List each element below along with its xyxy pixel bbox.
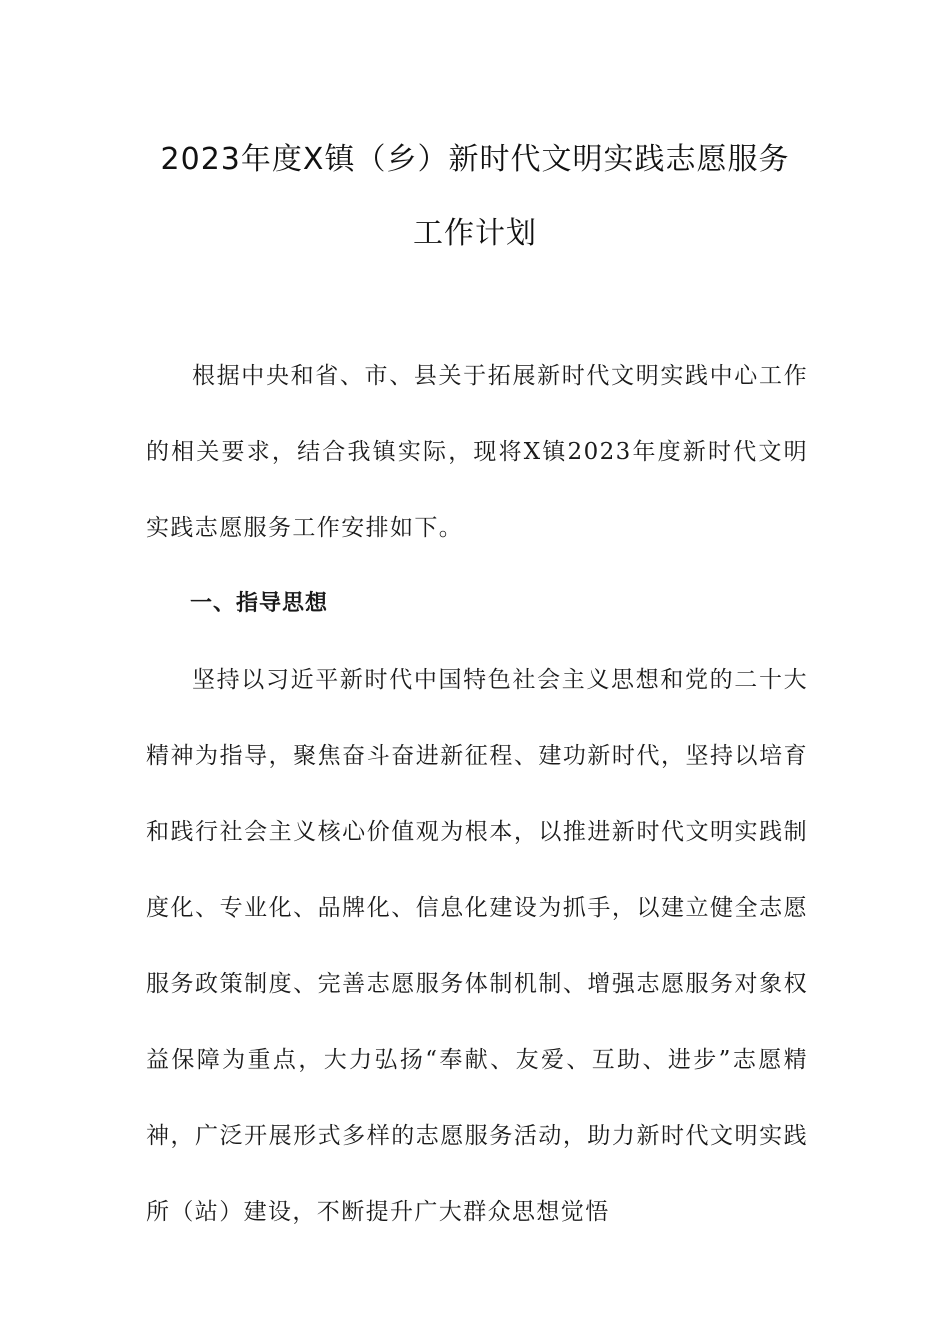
document-body [146,338,808,1250]
intro-paragraph: 根据中央和省、市、县关于拓展新时代文明实践中心工作的相关要求，结合我镇实际，现将X镇2023年度新时代文明实践志愿服务工作安排如下。 [146,363,808,541]
section-heading-guiding-ideology: 一、指导思想 [190,591,329,616]
document-title-line2: 工作计划 [413,216,537,251]
section-paragraph-guiding-ideology: 坚持以习近平新时代中国特色社会主义思想和党的二十大精神为指导，聚焦奋斗奋进新征程、建功新时代，坚持以培育和践行社会主义核心价值观为根本，以推进新时代文明实践制度化、专业化、品牌化、信息化建设为抓手，以建立健全志愿服务政策制度、完善志愿服务体制机制、增强志愿服务对象权益保障为重点，大力弘扬“奉献、友爱、互助、进步”志愿精神，广泛开展形式多样的志愿服务活动，助力新时代文明实践所（站）建设，不断提升广大群众思想觉悟 [146,667,808,1225]
document-title-line1: 2023年度X镇（乡）新时代文明实践志愿服务 [160,142,790,177]
